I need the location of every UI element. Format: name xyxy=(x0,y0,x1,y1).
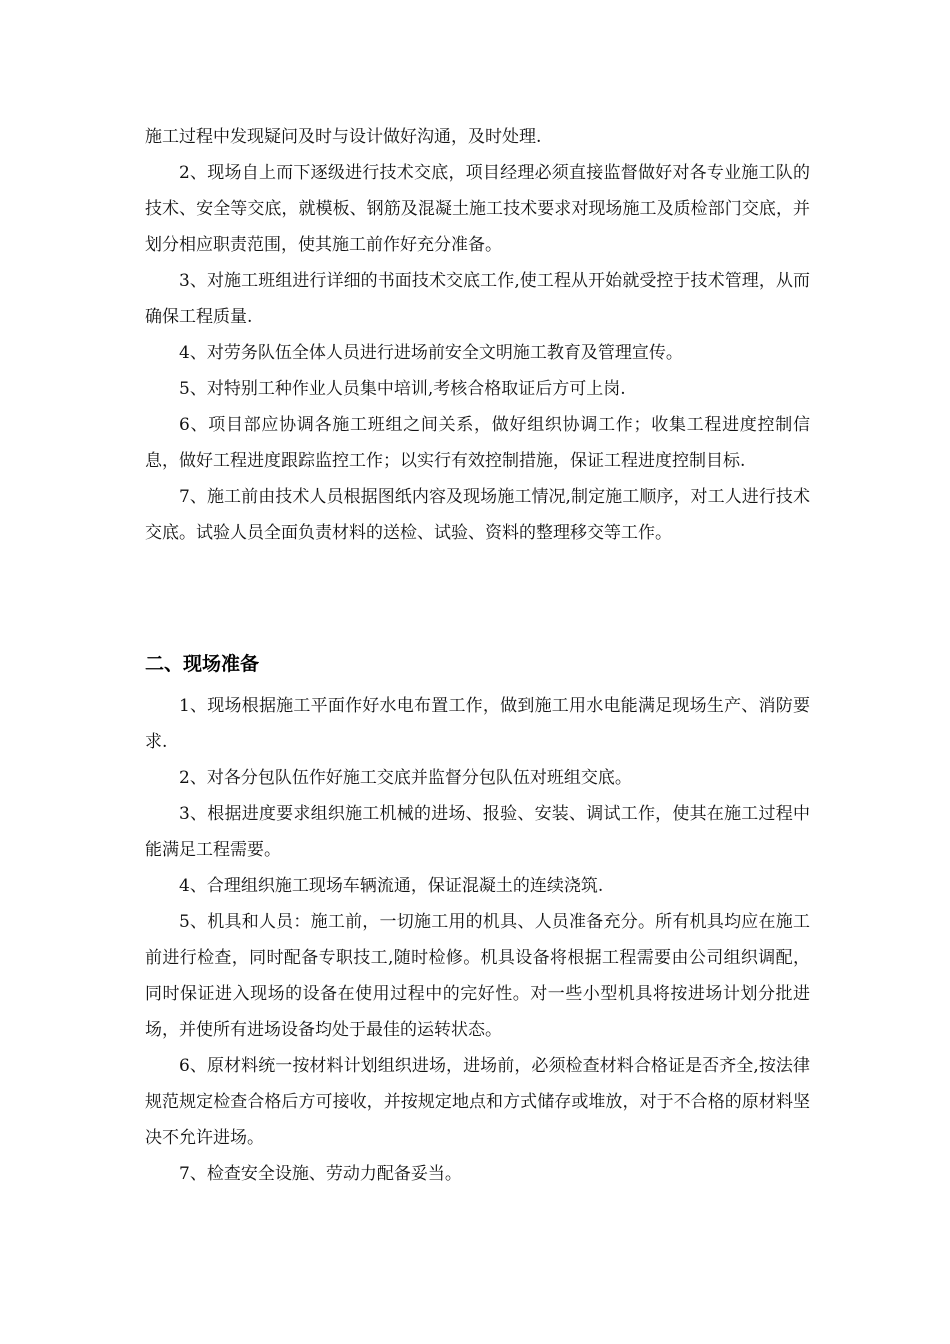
paragraph: 3、根据进度要求组织施工机械的进场、报验、安装、调试工作，使其在施工过程中能满足工程需要。 xyxy=(145,804,810,860)
paragraph: 2、对各分包队伍作好施工交底并监督分包队伍对班组交底。 xyxy=(179,768,632,788)
section-heading-block xyxy=(145,646,810,682)
paragraph: 5、机具和人员：施工前，一切施工用的机具、人员准备充分。所有机具均应在施工前进行检查，同时配备专职技工,随时检修。机具设备将根据工程需要由公司组织调配，同时保证进入现场的设备在使用过程中的完好性。对一些小型机具将按进场计划分批进场，并使所有进场设备均处于最佳的运转状态。 xyxy=(145,912,810,1040)
paragraph: 7、施工前由技术人员根据图纸内容及现场施工情况,制定施工顺序，对工人进行技术交底。试验人员全面负责材料的送检、试验、资料的整理移交等工作。 xyxy=(145,487,810,543)
paragraph: 3、对施工班组进行详细的书面技术交底工作,使工程从开始就受控于技术管理，从而确保工程质量. xyxy=(145,271,810,327)
section-site-preparation xyxy=(145,688,810,1192)
paragraph: 6、原材料统一按材料计划组织进场，进场前，必须检查材料合格证是否齐全,按法律规范规定检查合格后方可接收，并按规定地点和方式储存或堆放，对于不合格的原材料坚决不允许进场。 xyxy=(145,1056,810,1148)
paragraph: 4、对劳务队伍全体人员进行进场前安全文明施工教育及管理宣传。 xyxy=(179,343,683,363)
paragraph: 5、对特别工种作业人员集中培训,考核合格取证后方可上岗. xyxy=(179,379,626,399)
section-technical-preparation xyxy=(145,119,810,551)
paragraph: 2、现场自上而下逐级进行技术交底，项目经理必须直接监督做好对各专业施工队的技术、安全等交底，就模板、钢筋及混凝土施工技术要求对现场施工及质检部门交底，并划分相应职责范围，使其施工前作好充分准备。 xyxy=(145,163,810,255)
paragraph: 7、检查安全设施、劳动力配备妥当。 xyxy=(179,1164,462,1184)
paragraph: 6、项目部应协调各施工班组之间关系，做好组织协调工作；收集工程进度控制信息，做好工程进度跟踪监控工作；以实行有效控制措施，保证工程进度控制目标. xyxy=(145,415,810,471)
paragraph: 1、现场根据施工平面作好水电布置工作，做到施工用水电能满足现场生产、消防要求. xyxy=(145,696,810,752)
section-heading: 二、现场准备 xyxy=(145,653,260,675)
paragraph: 4、合理组织施工现场车辆流通，保证混凝土的连续浇筑. xyxy=(179,876,604,896)
paragraph: 施工过程中发现疑问及时与设计做好沟通，及时处理. xyxy=(145,127,542,147)
